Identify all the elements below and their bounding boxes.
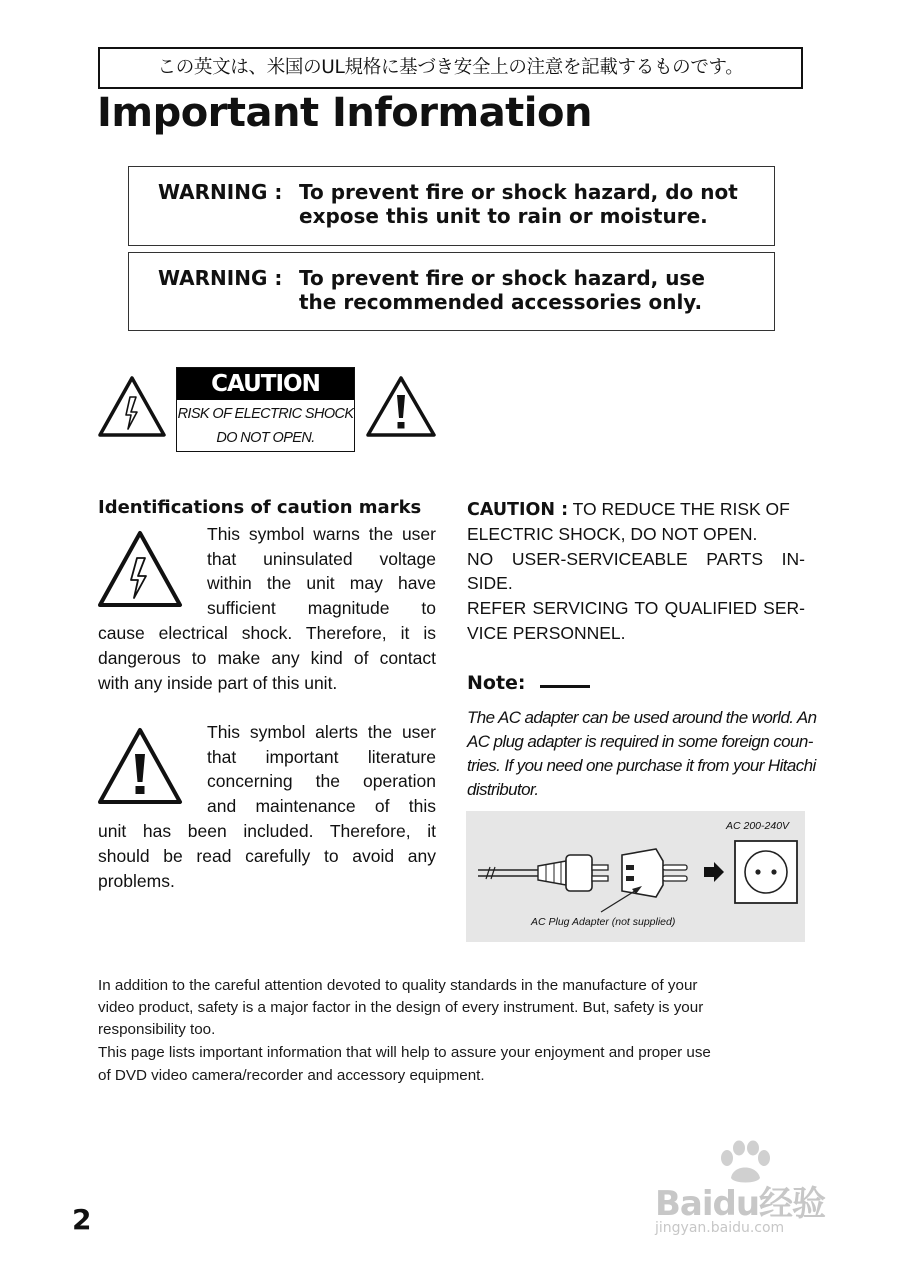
note-rule <box>540 685 590 688</box>
baidu-watermark <box>655 1140 855 1250</box>
lightning-desc-line: cause electrical shock. Therefore, it is <box>98 623 436 643</box>
exclamation-warning-icon <box>365 375 437 438</box>
safety-paragraph-line: In addition to the careful attention devoted to quality standards in the manufacture of your <box>98 977 698 994</box>
page-title: Important Information <box>97 90 592 136</box>
caution-text-first: TO REDUCE THE RISK OF <box>572 499 790 519</box>
lightning-desc-line: within the unit may have <box>207 573 436 593</box>
caution-sign-line2: DO NOT OPEN. <box>216 430 315 446</box>
lightning-desc-line: that uninsulated voltage <box>207 549 436 569</box>
note-line: tries. If you need one purchase it from your Hitachi <box>467 756 816 775</box>
exclamation-desc-line: that important literature <box>207 747 436 767</box>
warning-text-line1: To prevent fire or shock hazard, use <box>299 266 705 290</box>
caution-sign-header: CAUTION <box>177 368 354 400</box>
warning-label: WARNING : <box>158 180 283 204</box>
exclamation-desc-line: concerning the operation <box>207 771 436 791</box>
japanese-notice-banner: この英文は、米国のUL規格に基づき安全上の注意を記載するものです。 <box>98 47 803 89</box>
warning-text-line1: To prevent fire or shock hazard, do not <box>299 180 738 204</box>
figure-caption: AC Plug Adapter (not supplied) <box>531 916 676 928</box>
caution-text-line: NO USER-SERVICEABLE PARTS IN- <box>467 549 805 569</box>
warning-text-line2: the recommended accessories only. <box>299 290 703 314</box>
caution-text-line: VICE PERSONNEL. <box>467 623 626 643</box>
warning-box-accessories <box>128 252 775 331</box>
exclamation-desc-line: This symbol alerts the user <box>207 722 436 742</box>
warning-label: WARNING : <box>158 266 283 290</box>
exclamation-desc-line: unit has been included. Therefore, it <box>98 821 436 841</box>
watermark-logo: Baidu经验 <box>655 1184 826 1224</box>
caution-text-line: ELECTRIC SHOCK, DO NOT OPEN. <box>467 524 758 544</box>
note-line: AC plug adapter is required in some foreign coun- <box>467 732 813 751</box>
caution-sign-line1: RISK OF ELECTRIC SHOCK <box>177 406 354 422</box>
lightning-desc-line: This symbol warns the user <box>207 524 436 544</box>
identifications-heading: Identifications of caution marks <box>98 497 422 518</box>
exclamation-desc-line: and maintenance of this <box>207 796 436 816</box>
note-line: The AC adapter can be used around the world. An <box>467 708 817 727</box>
exclamation-desc-line: problems. <box>98 871 175 891</box>
warning-text-line2: expose this unit to rain or moisture. <box>299 204 708 228</box>
figure-voltage-label: AC 200-240V <box>726 820 790 832</box>
caution-text-label: CAUTION : <box>467 500 569 520</box>
caution-text-line1 <box>467 497 790 523</box>
caution-text-line: SIDE. <box>467 573 513 593</box>
safety-paragraph-line: responsibility too. <box>98 1021 216 1038</box>
watermark-url: jingyan.baidu.com <box>655 1220 785 1236</box>
exclamation-desc-line: should be read carefully to avoid any <box>98 846 436 866</box>
plug-adapter-figure <box>466 811 805 942</box>
lightning-desc-line: dangerous to make any kind of contact <box>98 648 436 668</box>
caution-sign <box>176 367 355 452</box>
exclamation-symbol-icon <box>97 727 183 805</box>
lightning-desc-line: sufficient magnitude to <box>207 598 436 618</box>
safety-paragraph-line: of DVD video camera/recorder and accessory equipment. <box>98 1067 485 1084</box>
lightning-symbol-icon <box>97 530 183 608</box>
caution-text-line: REFER SERVICING TO QUALIFIED SER- <box>467 598 805 618</box>
lightning-desc-line: with any inside part of this unit. <box>98 673 338 693</box>
page-number: 2 <box>72 1203 92 1236</box>
safety-paragraph-line: This page lists important information that will help to assure your enjoyment and proper use <box>98 1044 711 1061</box>
note-line: distributor. <box>467 780 539 799</box>
warning-box-moisture <box>128 166 775 246</box>
safety-paragraph-line: video product, safety is a major factor in the design of every instrument. But, safety is your <box>98 999 704 1016</box>
note-heading: Note: <box>467 672 526 694</box>
lightning-warning-icon <box>97 375 167 438</box>
